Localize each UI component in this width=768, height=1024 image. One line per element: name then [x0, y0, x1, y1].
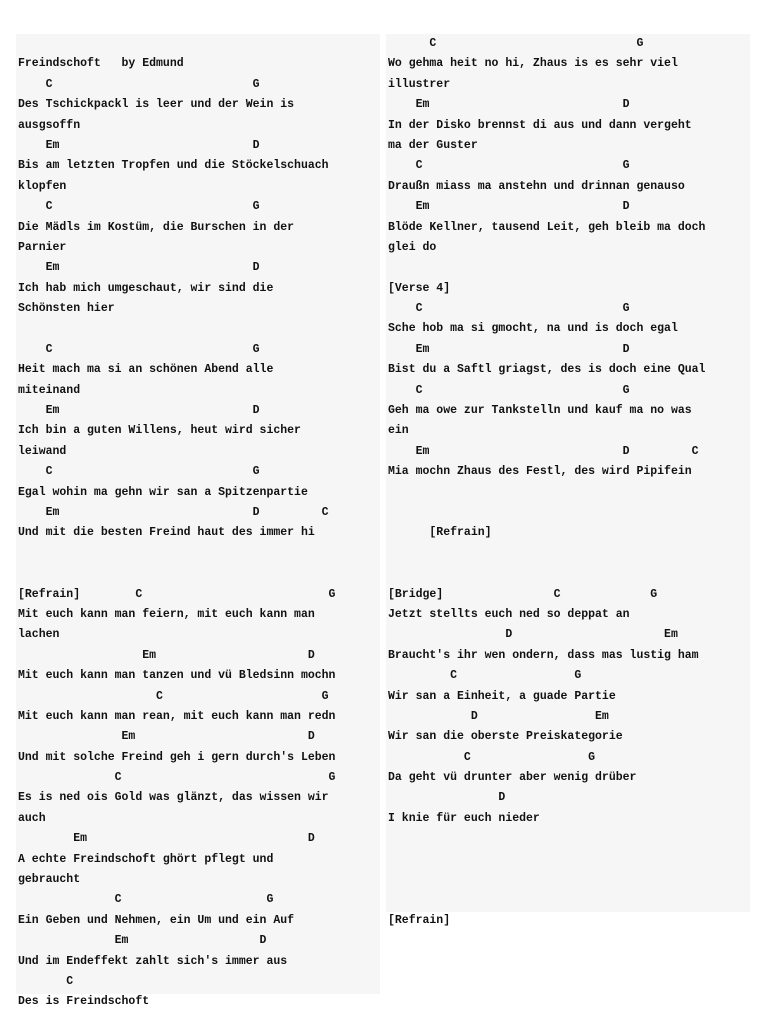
lyric-line: Und mit die besten Freind haut des immer hi: [18, 526, 315, 540]
lyric-line: Sche hob ma si gmocht, na und is doch egal: [388, 322, 678, 336]
lyric-line: Em D: [18, 404, 260, 418]
lyric-line: ma der Guster: [388, 138, 478, 152]
lyric-line: Jetzt stellts euch ned so deppat an: [388, 607, 630, 621]
lyric-line: illustrer: [388, 77, 451, 91]
lyric-line: [Refrain] C G: [18, 587, 336, 601]
lyric-line: Freindschoft by Edmund: [18, 57, 184, 71]
lyric-line: C G: [18, 77, 260, 91]
lyric-line: Die Mädls im Kostüm, die Burschen in der: [18, 220, 295, 234]
lyric-line: Em D C: [18, 505, 329, 519]
lyric-line: klopfen: [18, 179, 67, 193]
lyric-line: [386, 564, 750, 584]
lyric-line: auch: [18, 811, 46, 825]
lyric-line: miteinand: [18, 383, 81, 397]
left-lyrics-column: [16, 34, 380, 1009]
lyric-line: gebraucht: [18, 873, 81, 887]
lyric-line: [386, 890, 750, 910]
lyric-line: C G: [18, 342, 260, 356]
lyric-line: [386, 503, 750, 523]
lyric-line: Es is ned ois Gold was glänzt, das wissen wir: [18, 791, 329, 805]
lyric-line: Und im Endeffekt zahlt sich's immer aus: [18, 954, 288, 968]
lyric-line: [16, 544, 380, 564]
lyric-line: C G: [388, 159, 630, 173]
lyric-line: Mit euch kann man feiern, mit euch kann man: [18, 607, 315, 621]
lyric-line: [386, 850, 750, 870]
lyric-line: C G: [18, 893, 274, 907]
lyric-line: Bis am letzten Tropfen und die Stöckelschuach: [18, 159, 329, 173]
lyric-line: C G: [388, 750, 596, 764]
lyric-line: Egal wohin ma gehn wir san a Spitzenpartie: [18, 485, 308, 499]
lyric-line: Geh ma owe zur Tankstelln und kauf ma no was: [388, 404, 692, 418]
lyric-line: Em D: [388, 342, 630, 356]
lyric-line: Mit euch kann man rean, mit euch kann man redn: [18, 709, 336, 723]
lyric-line: Em D: [388, 200, 630, 214]
lyric-line: C: [18, 974, 74, 988]
lyric-line: C G: [18, 465, 260, 479]
lyric-line: [16, 319, 380, 339]
lyric-line: Em D: [18, 934, 267, 948]
lyric-line: Des Tschickpackl is leer und der Wein is: [18, 98, 295, 112]
lyric-line: C G: [18, 689, 329, 703]
lyric-line: [Bridge] C G: [388, 587, 658, 601]
lyric-line: Em D: [18, 138, 260, 152]
lyric-line: Mia mochn Zhaus des Festl, des wird Pipifein: [388, 465, 692, 479]
lyric-line: ein: [388, 424, 409, 438]
lyric-line: lachen: [18, 628, 60, 642]
lyric-line: Em D C: [388, 444, 699, 458]
lyric-line: I knie für euch nieder: [388, 811, 540, 825]
lyric-line: Blöde Kellner, tausend Leit, geh bleib ma doch: [388, 220, 706, 234]
lyric-line: [16, 564, 380, 584]
lyric-line: A echte Freindschoft ghört pflegt und: [18, 852, 274, 866]
lyric-line: Und mit solche Freind geh i gern durch's Leben: [18, 750, 336, 764]
lyric-line: D: [388, 791, 506, 805]
lyric-line: D Em: [388, 709, 609, 723]
lyric-line: Mit euch kann man tanzen und vü Bledsinn mochn: [18, 669, 336, 683]
lyric-line: Ich bin a guten Willens, heut wird sicher: [18, 424, 301, 438]
lyric-line: [16, 34, 380, 54]
lyric-line: leiwand: [18, 444, 67, 458]
lyric-line: Bist du a Saftl griagst, des is doch eine Qual: [388, 363, 706, 377]
lyric-line: C G: [388, 302, 630, 316]
lyric-line: Parnier: [18, 240, 67, 254]
lyric-line: [Refrain]: [388, 913, 451, 927]
lyric-line: Em D: [18, 261, 260, 275]
lyric-line: [386, 258, 750, 278]
lyric-line: Wir san die oberste Preiskategorie: [388, 730, 623, 744]
lyric-line: Wir san a Einheit, a guade Partie: [388, 689, 616, 703]
lyric-line: Braucht's ihr wen ondern, dass mas lustig ham: [388, 648, 699, 662]
lyric-line: D Em: [388, 628, 678, 642]
lyric-line: [Refrain]: [388, 526, 492, 540]
lyric-line: [386, 544, 750, 564]
lyric-line: [386, 483, 750, 503]
lyric-line: Draußn miass ma anstehn und drinnan genauso: [388, 179, 685, 193]
lyric-line: C G: [18, 771, 336, 785]
right-lyrics-column: [386, 34, 750, 927]
lyric-line: Schönsten hier: [18, 302, 115, 316]
lyric-line: In der Disko brennst di aus und dann vergeht: [388, 118, 692, 132]
lyric-line: Em D: [18, 730, 315, 744]
lyric-line: C G: [388, 37, 644, 50]
lyric-line: Wo gehma heit no hi, Zhaus is es sehr viel: [388, 57, 678, 71]
lyric-line: C G: [388, 383, 630, 397]
lyric-line: [Verse 4]: [388, 281, 451, 295]
lyric-line: Da geht vü drunter aber wenig drüber: [388, 771, 637, 785]
lyric-line: ausgsoffn: [18, 118, 81, 132]
lyric-line: C G: [388, 669, 582, 683]
lyric-line: C G: [18, 200, 260, 214]
lyric-line: Em D: [18, 648, 315, 662]
lyric-line: [386, 870, 750, 890]
lyric-line: Ein Geben und Nehmen, ein Um und ein Auf: [18, 913, 295, 927]
lyric-line: Heit mach ma si an schönen Abend alle: [18, 363, 274, 377]
lyric-line: Ich hab mich umgeschaut, wir sind die: [18, 281, 274, 295]
lyric-line: Em D: [18, 832, 315, 846]
lyric-line: Des is Freindschoft: [18, 995, 150, 1009]
lyric-line: Em D: [388, 98, 630, 112]
lyric-line: [386, 829, 750, 849]
lyric-line: glei do: [388, 240, 437, 254]
